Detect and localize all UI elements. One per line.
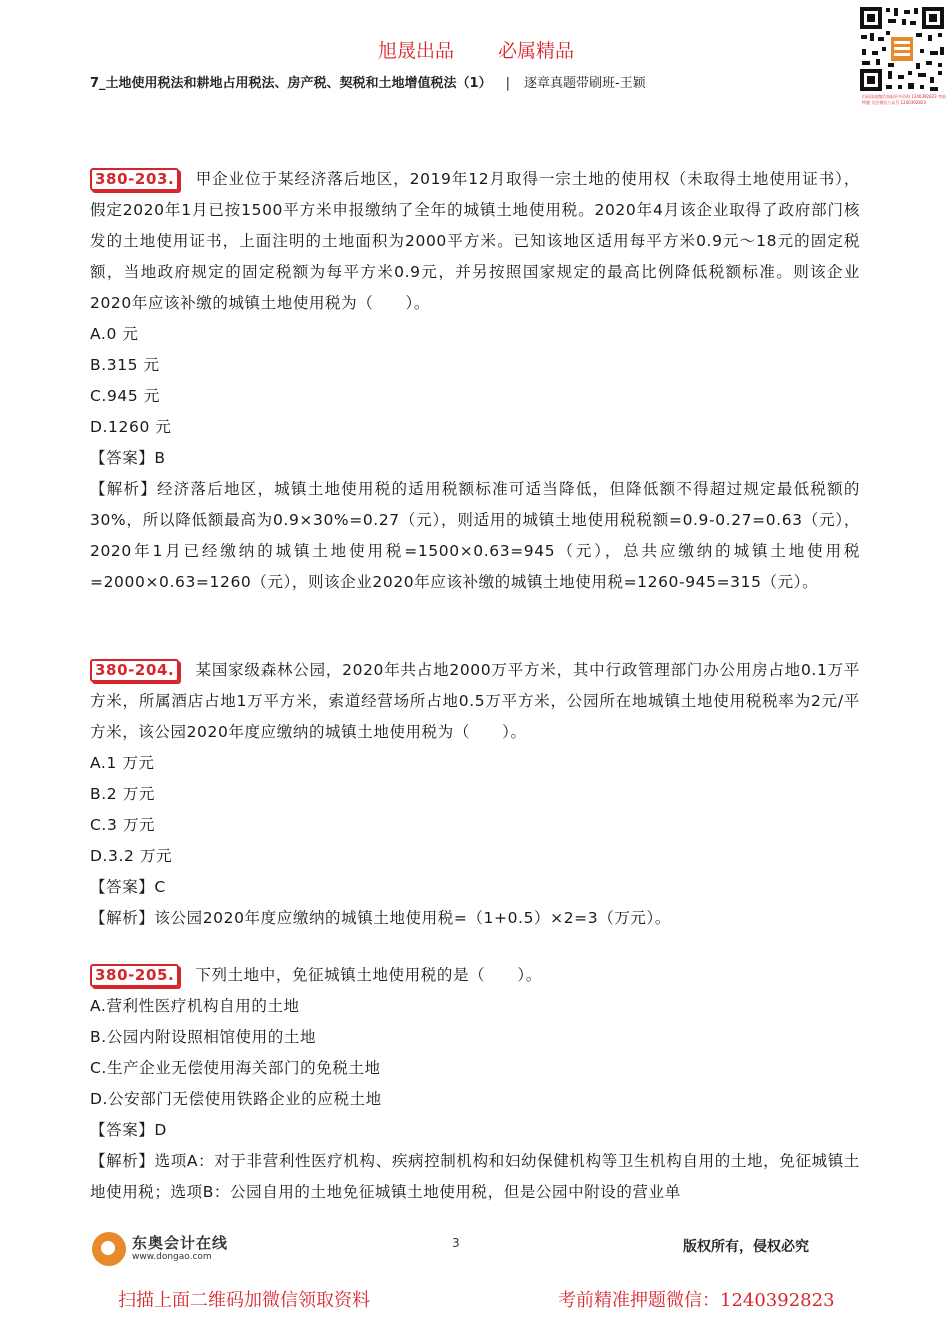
option-d: D.公安部门无偿使用铁路企业的应税土地 — [90, 1090, 382, 1108]
option-a: A.0 元 — [90, 325, 139, 343]
question-block — [90, 960, 860, 1208]
qr-code-icon — [858, 5, 946, 93]
chapter-title: 7_土地使用税法和耕地占用税法、房产税、契税和土地增值税法（1） — [90, 76, 492, 91]
page-number: 3 — [452, 1236, 460, 1250]
question-text: 某国家级森林公园，2020年共占地2000万平方米，其中行政管理部门办公用房占地0.1万平方米，所属酒店占地1万平方米，索道经营场所占地0.5万平方米，公园所在地城镇土地使用税税率为2元/平方米，该公园2020年度应缴纳的城镇土地使用税为（ ）。 — [90, 661, 860, 741]
promo-wechat: 考前精准押题微信：1240392823 — [558, 1290, 835, 1311]
explanation: 【解析】经济落后地区，城镇土地使用税的适用税额标准可适当降低，但降低额不得超过规定最低税额的30%，所以降低额最高为0.9×30%=0.27（元），则适用的城镇土地使用税税额=0.9-0.27=0.63（元），2020年1月已经缴纳的城镇土地使用税=1500×0.63=945（元），总共应缴纳的城镇土地使用税=2000×0.63=1260（元），则该企业2020年应该补缴的城镇土地使用税=1260-945=315（元）。 — [90, 480, 860, 591]
answer: 【答案】D — [90, 1121, 167, 1139]
option-c: C.生产企业无偿使用海关部门的免税土地 — [90, 1059, 381, 1077]
explanation: 【解析】选项A：对于非营利性医疗机构、疾病控制机构和妇幼保健机构等卫生机构自用的土地，免征城镇土地使用税；选项B：公园自用的土地免征城镇土地使用税，但是公园中附设的营业单 — [90, 1152, 860, 1201]
dongao-logo — [92, 1228, 272, 1268]
logo-name: 东奥会计在线 — [132, 1234, 229, 1252]
question-block — [90, 655, 860, 934]
question-number-tag: 380-203. — [90, 168, 179, 191]
question-block — [90, 164, 860, 598]
answer: 【答案】C — [90, 878, 166, 896]
option-d: D.3.2 万元 — [90, 847, 173, 865]
question-number-tag: 380-204. — [90, 659, 179, 682]
option-c: C.945 元 — [90, 387, 160, 405]
question-stem — [90, 164, 860, 319]
logo-url: www.dongao.com — [132, 1252, 212, 1262]
answer: 【答案】B — [90, 449, 166, 467]
question-stem — [90, 655, 860, 748]
option-c: C.3 万元 — [90, 816, 156, 834]
option-b: B.2 万元 — [90, 785, 155, 803]
promo-scan-qr: 扫描上面二维码加微信领取资料 — [118, 1290, 370, 1311]
explanation: 【解析】该公园2020年度应缴纳的城镇土地使用税=（1+0.5）×2=3（万元）。 — [90, 909, 671, 927]
question-number-tag: 380-205. — [90, 964, 179, 987]
question-text: 甲企业位于某经济落后地区，2019年12月取得一宗土地的使用权（未取得土地使用证书），假定2020年1月已按1500平方米申报缴纳了全年的城镇土地使用税。2020年4月该企业取得了政府部门核发的土地使用证书，上面注明的土地面积为2000平方米。已知该地区适用每平方米0.9元～18元的固定税额，当地政府规定的固定税额为每平方米0.9元，并另按照国家规定的最高比例降低税额标准。则该企业2020年应该补缴的城镇土地使用税为（ ）。 — [90, 170, 860, 312]
option-d: D.1260 元 — [90, 418, 172, 436]
question-text: 下列土地中，免征城镇土地使用税的是（ ）。 — [195, 966, 542, 984]
brand-slogan-left: 旭晟出品 — [378, 40, 455, 62]
header-separator: | — [505, 76, 510, 91]
option-a: A.营利性医疗机构自用的土地 — [90, 997, 300, 1015]
running-header — [90, 72, 646, 91]
logo-mark-icon — [92, 1232, 126, 1266]
option-a: A.1 万元 — [90, 754, 155, 772]
qr-caption: 扫码添加微信获取更多资料 1240392823 考前押题 关注微信公众号 1240392823 — [862, 94, 946, 105]
brand-slogan-right: 必属精品 — [498, 40, 575, 62]
option-b: B.315 元 — [90, 356, 160, 374]
copyright-notice: 版权所有，侵权必究 — [683, 1239, 809, 1255]
course-title: 逐章真题带刷班-王颖 — [523, 76, 646, 91]
option-b: B.公园内附设照相馆使用的土地 — [90, 1028, 317, 1046]
question-stem — [90, 960, 860, 991]
